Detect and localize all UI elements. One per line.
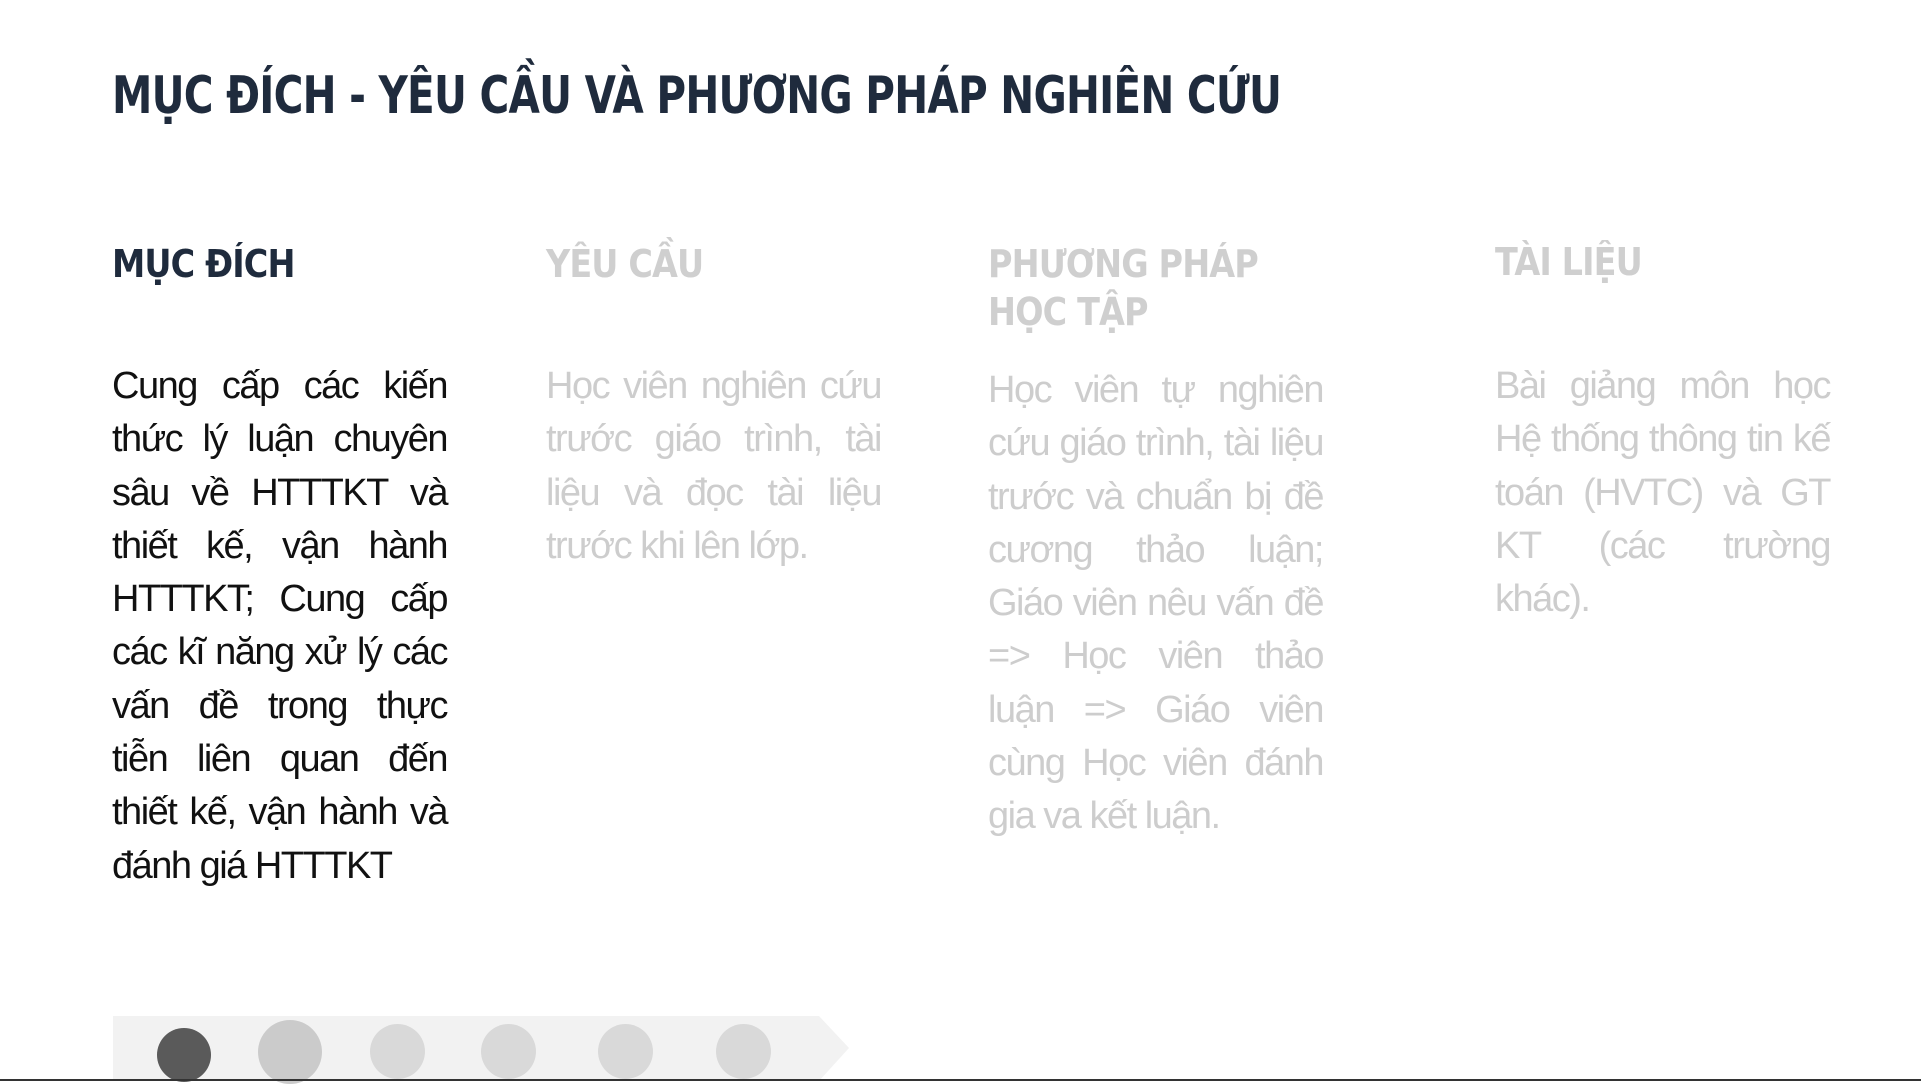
column-body: Học viên nghiên cứu trước giáo trình, tài liệu và đọc tài liệu trước khi lên lớp.	[546, 365, 881, 567]
column-body: Bài giảng môn học Hệ thống thông tin kế toán (HVTC) và GT KT (các trường khác).	[1495, 365, 1830, 621]
column-heading: PHƯƠNG PHÁP HỌC TẬP	[988, 242, 1258, 334]
page-title: MỤC ĐÍCH - YÊU CẦU VÀ PHƯƠNG PHÁP NGHIÊN CỨU	[112, 66, 1282, 126]
column-heading: TÀI LIỆU	[1495, 240, 1642, 284]
column-yeu-cau[interactable]	[546, 240, 881, 567]
column-body: Học viên tự nghiên cứu giáo trình, tài liệu trước và chuẩn bị đề cương thảo luận; Giáo viên nêu vấn đề => Học viên thảo luận => Giáo viên cùng Học viên đánh gia va kết luận.	[988, 369, 1323, 838]
column-tai-lieu[interactable]	[1495, 238, 1830, 621]
nav-dot-4[interactable]	[481, 1024, 536, 1079]
nav-dot-2[interactable]	[258, 1020, 322, 1084]
nav-dot-1[interactable]	[157, 1028, 211, 1082]
nav-dot-6[interactable]	[716, 1024, 771, 1079]
column-heading: MỤC ĐÍCH	[112, 242, 295, 286]
nav-dot-3[interactable]	[370, 1024, 425, 1079]
column-heading: YÊU CẦU	[546, 242, 704, 286]
nav-dot-5[interactable]	[598, 1024, 653, 1079]
slide-navigation	[113, 1016, 849, 1081]
column-muc-dich[interactable]	[112, 240, 447, 887]
column-body: Cung cấp các kiến thức lý luận chuyên sâu về HTTTKT và thiết kế, vận hành HTTTKT; Cung cấp các kĩ năng xử lý các vấn đề trong thực tiễn liên quan đến thiết kế, vận hành và đánh giá HTTTKT	[112, 365, 447, 887]
column-phuong-phap-hoc-tap[interactable]	[988, 240, 1323, 838]
